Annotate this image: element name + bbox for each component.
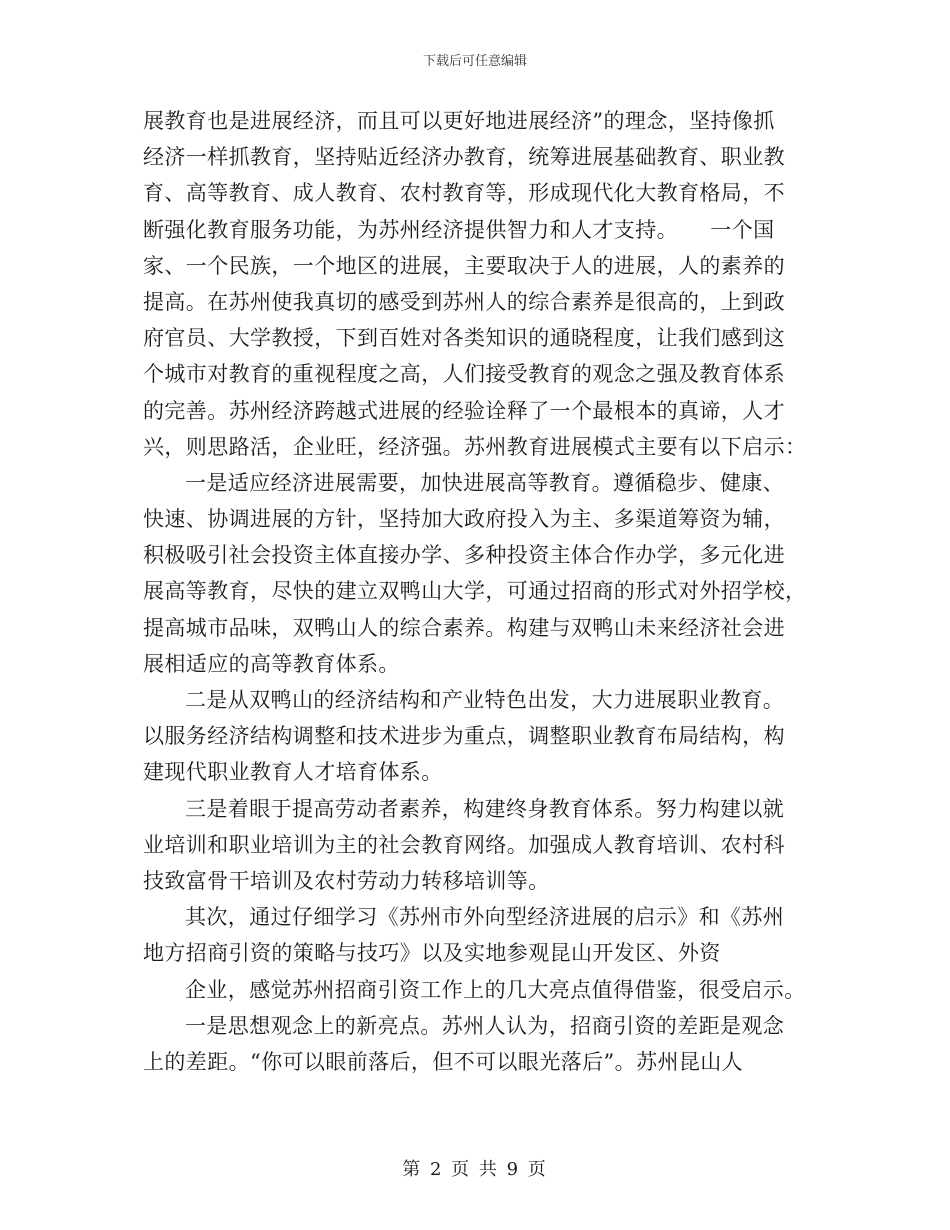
text-line: 展相适应的高等教育体系。 — [143, 651, 400, 676]
text-line: 兴，则思路活，企业旺，经济强。苏州教育进展模式主要有以下启示： — [143, 434, 807, 459]
text-line: 经济一样抓教育，坚持贴近经济办教育，统筹进展基础教育、职业教 — [143, 145, 785, 170]
text-line: 以服务经济结构调整和技术进步为重点，调整职业教育布局结构，构 — [143, 724, 785, 749]
text-line: 展教育也是进展经济，而且可以更好地进展经济”的理念，坚持像抓 — [143, 109, 775, 133]
text-line: 三是着眼于提高劳动者素养，构建终身教育体系。努力构建以就 — [185, 796, 785, 821]
text-line: 提高。在苏州使我真切的感受到苏州人的综合素养是很高的，上到政 — [143, 289, 785, 314]
text-line: 个城市对教育的重视程度之高，人们接受教育的观念之强及教育体系 — [143, 362, 785, 387]
text-line: 家、一个民族，一个地区的进展，主要取决于人的进展，人的素养的 — [143, 253, 785, 278]
text-line: 快速、协调进展的方针，坚持加大政府投入为主、多渠道筹资为辅， — [143, 507, 785, 532]
text-line: 断强化教育服务功能，为苏州经济提供智力和人才支持。 一个国 — [143, 217, 775, 242]
text-line: 二是从双鸭山的经济结构和产业特色出发，大力进展职业教育。 — [185, 688, 785, 712]
document-body — [143, 103, 813, 1080]
text-line: 一是思想观念上的新亮点。苏州人认为，招商引资的差距是观念 — [185, 1013, 785, 1038]
text-line: 育、高等教育、成人教育、农村教育等，形成现代化大教育格局，不 — [143, 181, 785, 206]
text-line: 业培训和职业培训为主的社会教育网络。加强成人教育培训、农村科 — [143, 832, 785, 857]
text-line: 提高城市品味，双鸭山人的综合素养。构建与双鸭山未来经济社会进 — [143, 615, 785, 640]
text-line: 一是适应经济进展需要，加快进展高等教育。遵循稳步、健康、 — [185, 470, 785, 495]
page-header: 下载后可任意编辑 — [422, 54, 527, 69]
page-footer: 第 2 页 共 9 页 — [402, 1159, 548, 1180]
text-line: 上的差距。“你可以眼前落后，但不可以眼光落后”。苏州昆山人 — [143, 1049, 744, 1074]
text-line: 积极吸引社会投资主体直接办学、多种投资主体合作办学，多元化进 — [143, 543, 785, 568]
text-line: 建现代职业教育人才培育体系。 — [143, 760, 443, 785]
text-line: 企业，感觉苏州招商引资工作上的几大亮点值得借鉴，很受启示。 — [185, 977, 806, 1002]
text-line: 展高等教育，尽快的建立双鸭山大学，可通过招商的形式对外招学校， — [143, 579, 807, 604]
text-line: 的完善。苏州经济跨越式进展的经验诠释了一个最根本的真谛，人才 — [143, 398, 785, 423]
text-line: 技致富骨干培训及农村劳动力转移培训等。 — [143, 868, 550, 893]
text-line: 其次，通过仔细学习《苏州市外向型经济进展的启示》和《苏州 — [185, 905, 785, 930]
text-line: 府官员、大学教授，下到百姓对各类知识的通晓程度，让我们感到这 — [143, 326, 785, 351]
text-line: 地方招商引资的策略与技巧》以及实地参观昆山开发区、外资 — [143, 941, 721, 966]
